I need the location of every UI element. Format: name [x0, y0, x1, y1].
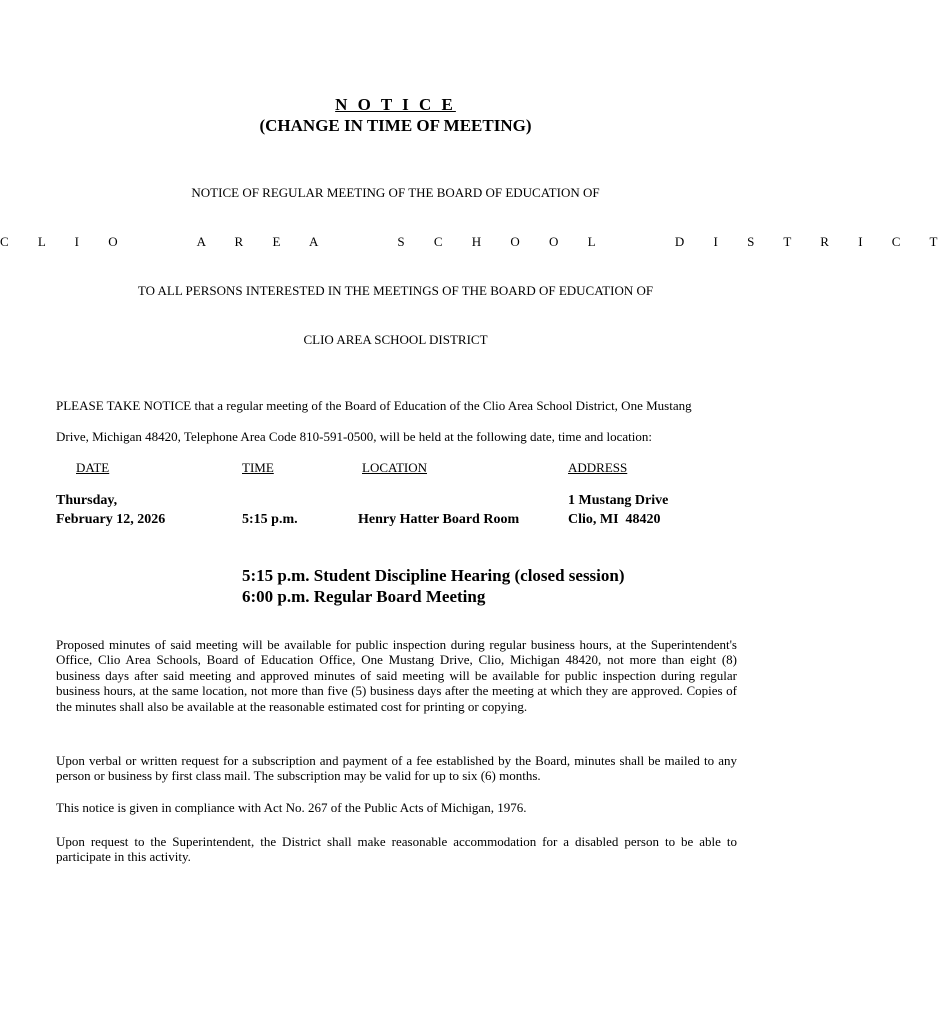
column-header-address: ADDRESS — [568, 460, 628, 475]
meeting-address-line-2: Clio, MI 48420 — [568, 512, 661, 527]
intro-line-1: PLEASE TAKE NOTICE that a regular meeting of the Board of Education of the Clio Area School District, One Mustang — [56, 398, 692, 413]
meeting-time: 5:15 p.m. — [242, 512, 298, 527]
meeting-address-line-1: 1 Mustang Drive — [568, 493, 669, 508]
agenda-item-regular-meeting: 6:00 p.m. Regular Board Meeting — [242, 587, 486, 606]
notice-title: N O T I C E — [335, 95, 456, 114]
meeting-day: Thursday, — [56, 493, 118, 508]
column-header-time: TIME — [242, 460, 274, 475]
header-line-3: TO ALL PERSONS INTERESTED IN THE MEETINGS OF THE BOARD OF EDUCATION OF — [137, 283, 654, 298]
header-district: CLIO AREA SCHOOL DISTRICT — [303, 332, 488, 347]
intro-line-2: Drive, Michigan 48420, Telephone Area Code 810-591-0500, will be held at the following date, time and location: — [56, 429, 652, 444]
meeting-location: Henry Hatter Board Room — [358, 512, 520, 527]
agenda-item-discipline-hearing: 5:15 p.m. Student Discipline Hearing (closed session) — [242, 566, 625, 585]
notice-subtitle: (CHANGE IN TIME OF MEETING) — [259, 116, 532, 135]
meeting-date: February 12, 2026 — [56, 512, 166, 527]
paragraph-subscription: Upon verbal or written request for a subscription and payment of a fee established by the Board, minutes shall be mailed to any person or business by first class mail. The subscription may be valid for up to six (6) months. — [56, 753, 737, 784]
paragraph-minutes-availability: Proposed minutes of said meeting will be available for public inspection during regular business hours, at the Superintendent's Office, Clio Area Schools, Board of Education Office, One Mustang Drive, Clio, Michigan 48420, not more than eight (8) business days after said meeting and approved minutes of said meeting will be available for public inspection during regular business hours, at the same location, not more than five (5) business days after the meeting at which they are approved. Copies of the minutes shall also be available at the reasonable estimated cost for printing or copying. — [56, 637, 737, 714]
paragraph-compliance: This notice is given in compliance with Act No. 267 of the Public Acts of Michigan, 1976. — [56, 800, 527, 815]
paragraph-accommodation: Upon request to the Superintendent, the District shall make reasonable accommodation for a disabled person to be able to participate in this activity. — [56, 834, 737, 865]
column-header-location: LOCATION — [362, 460, 427, 475]
header-line-1: NOTICE OF REGULAR MEETING OF THE BOARD OF EDUCATION OF — [191, 185, 600, 200]
header-district-spaced: C L I O A R E A S C H O O L D I S T R I C T — [0, 234, 941, 249]
column-header-date: DATE — [76, 460, 110, 475]
